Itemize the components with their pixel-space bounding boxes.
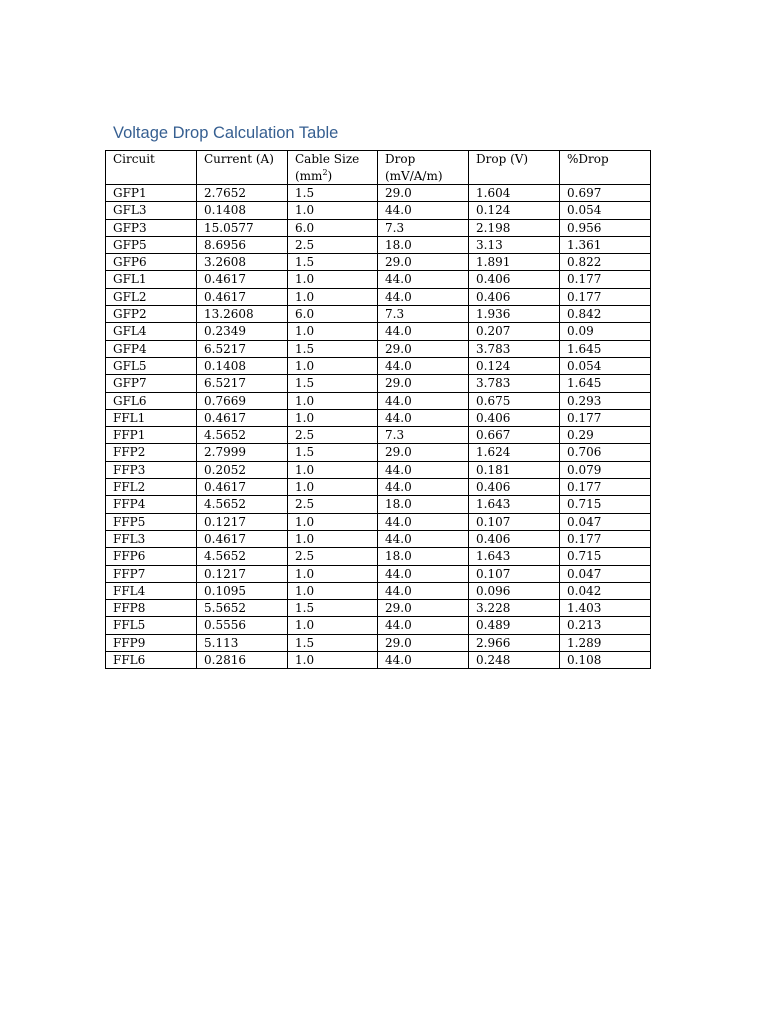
cell-percent-drop: 0.054 <box>560 202 651 219</box>
table-row <box>106 185 651 202</box>
cell-current: 8.6956 <box>197 236 288 253</box>
header-row <box>106 151 651 185</box>
table-row <box>106 271 651 288</box>
table-row <box>106 479 651 496</box>
cell-circuit: GFP3 <box>106 219 197 236</box>
header-drop-label: Drop <box>385 152 416 166</box>
cell-percent-drop: 0.177 <box>560 271 651 288</box>
cell-percent-drop: 1.403 <box>560 600 651 617</box>
cell-drop-mv: 29.0 <box>378 254 469 271</box>
cell-drop-v: 0.489 <box>469 617 560 634</box>
cell-circuit: GFP6 <box>106 254 197 271</box>
cell-current: 0.1217 <box>197 513 288 530</box>
cell-cable-size: 1.0 <box>288 323 378 340</box>
cell-cable-size: 1.0 <box>288 271 378 288</box>
cell-circuit: FFL4 <box>106 582 197 599</box>
cell-drop-v: 2.966 <box>469 634 560 651</box>
table-row <box>106 548 651 565</box>
cell-drop-mv: 18.0 <box>378 236 469 253</box>
cell-current: 0.1408 <box>197 202 288 219</box>
cell-cable-size: 1.0 <box>288 357 378 374</box>
cell-circuit: GFP7 <box>106 375 197 392</box>
cell-current: 13.2608 <box>197 306 288 323</box>
cell-circuit: GFP2 <box>106 306 197 323</box>
header-cable-size-unit-open: (mm <box>295 168 323 183</box>
cell-drop-v: 3.13 <box>469 236 560 253</box>
cell-circuit: FFP9 <box>106 634 197 651</box>
cell-drop-v: 1.604 <box>469 185 560 202</box>
table-row <box>106 600 651 617</box>
table-row <box>106 375 651 392</box>
cell-circuit: GFP5 <box>106 236 197 253</box>
cell-drop-v: 2.198 <box>469 219 560 236</box>
header-drop-unit: (mV/A/m) <box>385 168 443 183</box>
cell-drop-mv: 44.0 <box>378 617 469 634</box>
cell-cable-size: 1.0 <box>288 513 378 530</box>
cell-drop-mv: 29.0 <box>378 185 469 202</box>
cell-cable-size: 2.5 <box>288 496 378 513</box>
cell-current: 0.4617 <box>197 288 288 305</box>
cell-percent-drop: 0.042 <box>560 582 651 599</box>
table-row <box>106 323 651 340</box>
table-row <box>106 634 651 651</box>
header-cable-size <box>288 151 378 185</box>
cell-percent-drop: 0.822 <box>560 254 651 271</box>
cell-percent-drop: 0.108 <box>560 652 651 669</box>
cell-current: 4.5652 <box>197 427 288 444</box>
cell-drop-mv: 29.0 <box>378 600 469 617</box>
cell-percent-drop: 0.213 <box>560 617 651 634</box>
cell-cable-size: 1.0 <box>288 392 378 409</box>
page-title: Voltage Drop Calculation Table <box>113 124 339 142</box>
header-current: Current (A) <box>197 151 288 185</box>
cell-drop-mv: 18.0 <box>378 548 469 565</box>
cell-drop-mv: 18.0 <box>378 496 469 513</box>
cell-percent-drop: 0.706 <box>560 444 651 461</box>
cell-drop-v: 0.181 <box>469 461 560 478</box>
cell-drop-mv: 44.0 <box>378 409 469 426</box>
header-percent-drop: %Drop <box>560 151 651 185</box>
cell-cable-size: 1.0 <box>288 288 378 305</box>
cell-percent-drop: 0.697 <box>560 185 651 202</box>
cell-drop-v: 1.891 <box>469 254 560 271</box>
table-row <box>106 236 651 253</box>
cell-percent-drop: 0.079 <box>560 461 651 478</box>
cell-drop-mv: 44.0 <box>378 565 469 582</box>
cell-drop-mv: 29.0 <box>378 634 469 651</box>
cell-percent-drop: 0.177 <box>560 409 651 426</box>
cell-circuit: GFL4 <box>106 323 197 340</box>
cell-circuit: GFL5 <box>106 357 197 374</box>
cell-drop-v: 0.406 <box>469 271 560 288</box>
table-row <box>106 288 651 305</box>
table-row <box>106 202 651 219</box>
cell-cable-size: 6.0 <box>288 219 378 236</box>
cell-cable-size: 1.5 <box>288 444 378 461</box>
cell-percent-drop: 1.289 <box>560 634 651 651</box>
table-row <box>106 357 651 374</box>
cell-percent-drop: 0.177 <box>560 530 651 547</box>
cell-current: 0.2816 <box>197 652 288 669</box>
cell-circuit: GFL2 <box>106 288 197 305</box>
cell-current: 0.4617 <box>197 271 288 288</box>
cell-circuit: FFP2 <box>106 444 197 461</box>
cell-percent-drop: 0.054 <box>560 357 651 374</box>
cell-drop-v: 0.107 <box>469 565 560 582</box>
cell-circuit: FFP4 <box>106 496 197 513</box>
header-circuit: Circuit <box>106 151 197 185</box>
cell-current: 0.2052 <box>197 461 288 478</box>
cell-circuit: FFL6 <box>106 652 197 669</box>
cell-percent-drop: 0.177 <box>560 288 651 305</box>
cell-cable-size: 1.0 <box>288 530 378 547</box>
cell-circuit: FFP3 <box>106 461 197 478</box>
cell-circuit: FFL5 <box>106 617 197 634</box>
cell-drop-mv: 44.0 <box>378 513 469 530</box>
cell-drop-mv: 44.0 <box>378 202 469 219</box>
cell-percent-drop: 1.645 <box>560 340 651 357</box>
cell-drop-v: 0.406 <box>469 409 560 426</box>
table-row <box>106 461 651 478</box>
cell-current: 15.0577 <box>197 219 288 236</box>
cell-percent-drop: 1.361 <box>560 236 651 253</box>
cell-cable-size: 2.5 <box>288 548 378 565</box>
cell-percent-drop: 0.956 <box>560 219 651 236</box>
cell-drop-v: 1.643 <box>469 496 560 513</box>
table-row <box>106 530 651 547</box>
cell-cable-size: 1.0 <box>288 617 378 634</box>
cell-current: 2.7652 <box>197 185 288 202</box>
cell-drop-mv: 44.0 <box>378 323 469 340</box>
cell-drop-mv: 44.0 <box>378 392 469 409</box>
voltage-drop-table <box>105 150 651 669</box>
cell-drop-v: 1.936 <box>469 306 560 323</box>
table-body <box>106 185 651 669</box>
cell-current: 5.113 <box>197 634 288 651</box>
cell-drop-v: 0.096 <box>469 582 560 599</box>
header-drop-per-amp-metre <box>378 151 469 185</box>
table-row <box>106 392 651 409</box>
cell-cable-size: 1.0 <box>288 202 378 219</box>
cell-current: 0.5556 <box>197 617 288 634</box>
cell-current: 6.5217 <box>197 340 288 357</box>
cell-circuit: FFP6 <box>106 548 197 565</box>
cell-drop-mv: 44.0 <box>378 582 469 599</box>
table-row <box>106 617 651 634</box>
cell-current: 4.5652 <box>197 548 288 565</box>
cell-drop-v: 3.228 <box>469 600 560 617</box>
cell-current: 0.4617 <box>197 479 288 496</box>
cell-percent-drop: 0.047 <box>560 513 651 530</box>
table-row <box>106 565 651 582</box>
cell-drop-v: 0.207 <box>469 323 560 340</box>
cell-drop-mv: 44.0 <box>378 461 469 478</box>
cell-cable-size: 1.0 <box>288 461 378 478</box>
cell-cable-size: 1.5 <box>288 340 378 357</box>
cell-circuit: GFL6 <box>106 392 197 409</box>
cell-drop-mv: 44.0 <box>378 479 469 496</box>
table-row <box>106 409 651 426</box>
cell-circuit: FFP8 <box>106 600 197 617</box>
cell-cable-size: 1.0 <box>288 565 378 582</box>
header-drop-volts: Drop (V) <box>469 151 560 185</box>
cell-percent-drop: 0.047 <box>560 565 651 582</box>
cell-current: 2.7999 <box>197 444 288 461</box>
cell-circuit: FFL2 <box>106 479 197 496</box>
cell-drop-v: 3.783 <box>469 375 560 392</box>
table-row <box>106 496 651 513</box>
table-row <box>106 219 651 236</box>
cell-cable-size: 1.0 <box>288 582 378 599</box>
cell-circuit: FFP5 <box>106 513 197 530</box>
cell-drop-v: 0.406 <box>469 288 560 305</box>
cell-circuit: GFP1 <box>106 185 197 202</box>
header-cable-size-label: Cable Size <box>295 152 360 166</box>
cell-percent-drop: 0.09 <box>560 323 651 340</box>
cell-cable-size: 1.0 <box>288 652 378 669</box>
cell-cable-size: 1.0 <box>288 479 378 496</box>
cell-current: 6.5217 <box>197 375 288 392</box>
cell-drop-v: 0.406 <box>469 479 560 496</box>
header-cable-size-unit-close: ) <box>327 168 333 183</box>
cell-drop-mv: 29.0 <box>378 375 469 392</box>
cell-circuit: GFP4 <box>106 340 197 357</box>
cell-drop-v: 0.675 <box>469 392 560 409</box>
cell-drop-mv: 29.0 <box>378 340 469 357</box>
cell-current: 4.5652 <box>197 496 288 513</box>
cell-current: 0.1408 <box>197 357 288 374</box>
cell-current: 0.1095 <box>197 582 288 599</box>
cell-cable-size: 2.5 <box>288 236 378 253</box>
cell-drop-mv: 44.0 <box>378 288 469 305</box>
cell-percent-drop: 0.29 <box>560 427 651 444</box>
cell-drop-v: 0.248 <box>469 652 560 669</box>
cell-cable-size: 1.5 <box>288 600 378 617</box>
cell-cable-size: 2.5 <box>288 427 378 444</box>
cell-drop-mv: 44.0 <box>378 530 469 547</box>
cell-percent-drop: 0.177 <box>560 479 651 496</box>
cell-percent-drop: 1.645 <box>560 375 651 392</box>
cell-drop-mv: 44.0 <box>378 652 469 669</box>
cell-percent-drop: 0.842 <box>560 306 651 323</box>
cell-drop-mv: 44.0 <box>378 357 469 374</box>
table-row <box>106 513 651 530</box>
cell-drop-v: 0.107 <box>469 513 560 530</box>
cell-current: 0.7669 <box>197 392 288 409</box>
cell-drop-v: 1.624 <box>469 444 560 461</box>
cell-current: 3.2608 <box>197 254 288 271</box>
cell-circuit: GFL1 <box>106 271 197 288</box>
cell-current: 5.5652 <box>197 600 288 617</box>
cell-percent-drop: 0.715 <box>560 496 651 513</box>
cell-circuit: GFL3 <box>106 202 197 219</box>
cell-drop-mv: 7.3 <box>378 219 469 236</box>
cell-cable-size: 6.0 <box>288 306 378 323</box>
table-row <box>106 652 651 669</box>
cell-current: 0.4617 <box>197 409 288 426</box>
cell-drop-mv: 7.3 <box>378 306 469 323</box>
cell-circuit: FFL3 <box>106 530 197 547</box>
cell-circuit: FFL1 <box>106 409 197 426</box>
table-row <box>106 582 651 599</box>
cell-drop-mv: 7.3 <box>378 427 469 444</box>
table-row <box>106 306 651 323</box>
table-row <box>106 427 651 444</box>
cell-drop-v: 3.783 <box>469 340 560 357</box>
table-row <box>106 254 651 271</box>
cell-circuit: FFP1 <box>106 427 197 444</box>
cell-percent-drop: 0.293 <box>560 392 651 409</box>
table-row <box>106 444 651 461</box>
cell-drop-v: 0.124 <box>469 202 560 219</box>
cell-drop-mv: 29.0 <box>378 444 469 461</box>
cell-drop-v: 0.667 <box>469 427 560 444</box>
cell-cable-size: 1.5 <box>288 634 378 651</box>
cell-drop-mv: 44.0 <box>378 271 469 288</box>
cell-percent-drop: 0.715 <box>560 548 651 565</box>
cell-cable-size: 1.5 <box>288 375 378 392</box>
header-cable-size-unit-sup: 2 <box>322 167 328 177</box>
table-row <box>106 340 651 357</box>
cell-current: 0.2349 <box>197 323 288 340</box>
table-header <box>106 151 651 185</box>
cell-cable-size: 1.5 <box>288 185 378 202</box>
cell-drop-v: 0.124 <box>469 357 560 374</box>
cell-cable-size: 1.5 <box>288 254 378 271</box>
cell-cable-size: 1.0 <box>288 409 378 426</box>
cell-circuit: FFP7 <box>106 565 197 582</box>
cell-drop-v: 1.643 <box>469 548 560 565</box>
cell-current: 0.4617 <box>197 530 288 547</box>
cell-drop-v: 0.406 <box>469 530 560 547</box>
cell-current: 0.1217 <box>197 565 288 582</box>
